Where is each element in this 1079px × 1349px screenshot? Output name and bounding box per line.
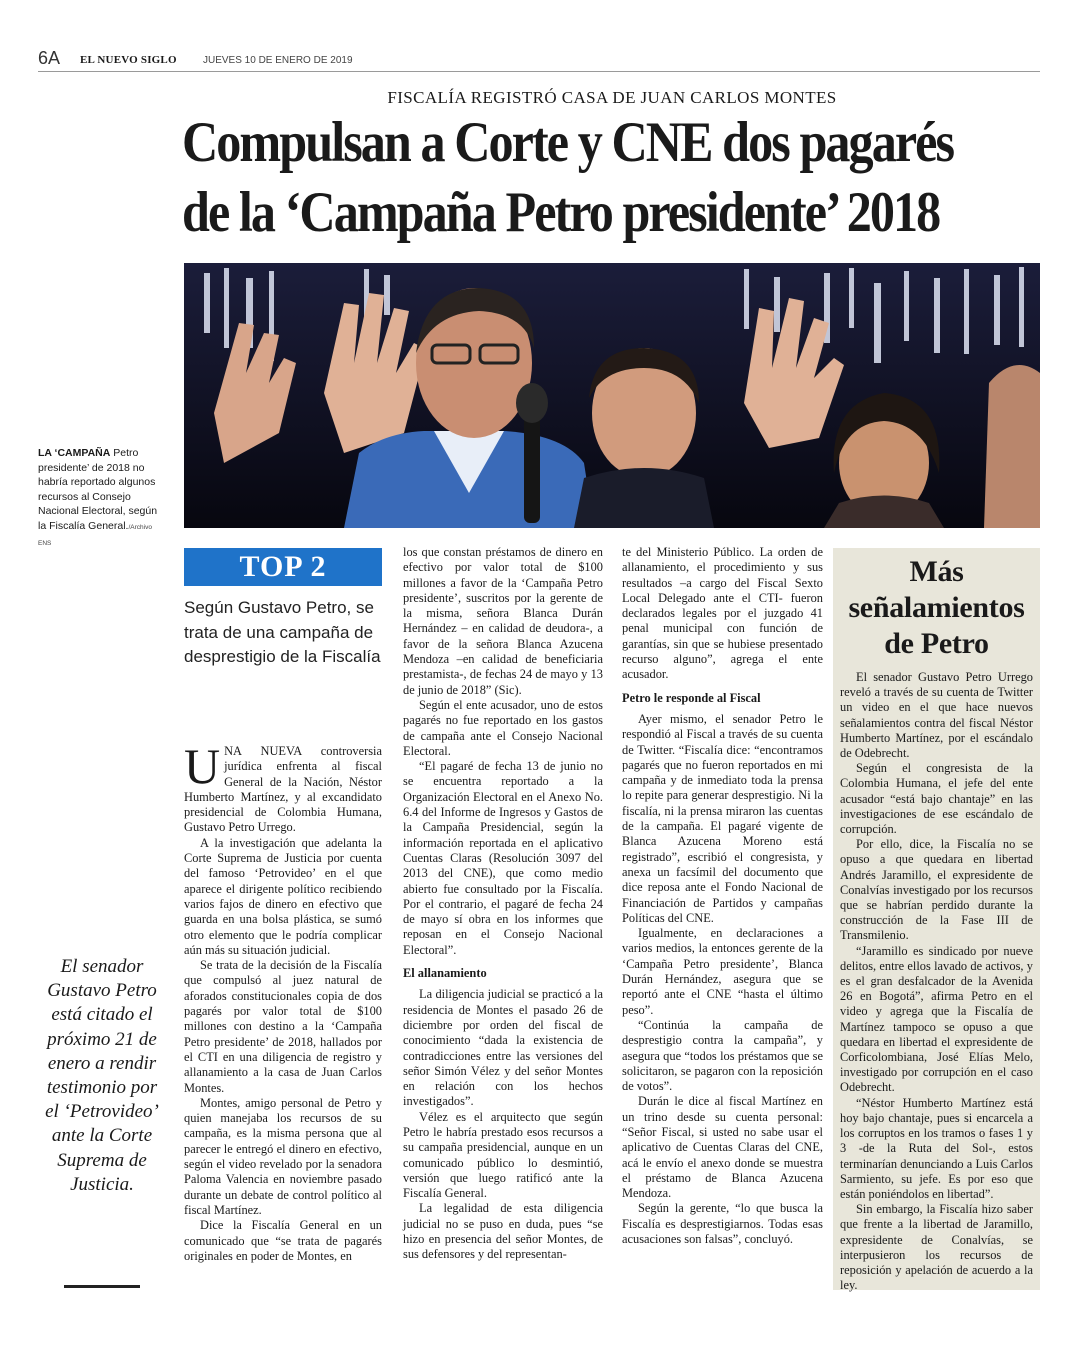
sidebar-box	[833, 548, 1040, 1293]
article-column-1	[184, 738, 382, 1264]
article-paragraph: “El pagaré de fecha 13 de junio no se encuentra reportado a la Organización Electoral en el Anexo No. 6.4 del Informe de Ingresos y Gastos de la Campaña Presidencial, según la información reportada en el aplicativo Cuentas Claras (Resolución 3097 del 2013 del CNE), que como medio abierto fue consultado por la Fiscalía. Por el contrario, el pagaré de fecha 24 de mayo sí obra en los informes que reposan en el Consejo Nacional Electoral”.	[403, 759, 603, 957]
article-column-2	[403, 545, 603, 1263]
newspaper-name: EL NUEVO SIGLO	[80, 54, 177, 66]
article-paragraph: Montes, amigo personal de Petro y quien manejaba los recursos de su campaña, es la misma persona que al parecer le entregó el dinero en efectivo, según el video revelado por la senadora Paloma Valencia en noviembre pasado durante un debate de control político al fiscal Martínez.	[184, 1095, 382, 1217]
sidebar-paragraph: Por ello, dice, la Fiscalía no se opuso a que quedara en libertad Andrés Jaramillo, el expresidente de Conalvías investigado por los recursos que se habrían perdido durante la construcción de la Fase III de Transmilenio.	[840, 837, 1033, 943]
article-paragraph: Se trata de la decisión de la Fiscalía que compulsó al juez natural de aforados constitucionales copia de dos pagarés por valor total de $100 millones con destino a la ‘Campaña Petro presidente’ de 2018, hallados por el CTI en una diligencia de registro y allanamiento a la casa de Juan Carlos Montes.	[184, 958, 382, 1095]
sidebar-paragraph: “Jaramillo es sindicado por nueve delitos, entre ellos lavado de activos, y es el gran desfalcador de la Avenida 26 en Bogotá”, afirma Petro en el video y agrega que la Fiscalía de Martínez tampoco se opuso a que quedara en libertad el expresidente de Corficolombiana, José Elías Melo, investigado por corrupción en el caso Odebrecht.	[840, 943, 1033, 1095]
article-paragraph: Igualmente, en declaraciones a varios medios, la entonces gerente de la ‘Campaña Petro presidente’, Blanca Durán Hernández, asegura que se reportó ante el CNE “hasta el último peso”.	[622, 926, 823, 1017]
headline-line-2: de la ‘Campaña Petro presidente’ 2018	[182, 181, 940, 244]
sidebar-paragraph: El senador Gustavo Petro Urrego reveló a través de su cuenta de Twitter un video en el que hace nuevos señalamientos contra del fiscal Néstor Humberto Martínez, por el escándalo de Odebrecht.	[840, 670, 1033, 761]
page-header	[38, 48, 1040, 72]
article-paragraph: A la investigación que adelanta la Corte Suprema de Justicia por cuenta del famoso ‘Petrovideo’ en el que aparece el dirigente político recibiendo varios fajos de dinero en efectivo que guarda en una bolsa plástica, se sumó otro elemento que le podría complicar aún más su situación judicial.	[184, 835, 382, 957]
article-paragraph: Ayer mismo, el senador Petro le respondió al Fiscal a través de su cuenta de Twitter. “Fiscalía dice: “encontramos pagarés que no fueron reportados en mi campaña y de inmediato toda la prensa lo repite para generar desprestigio. Ni la fiscalía, ni la prensa miraron las cuentas de la campaña. El pagaré vigente de Blanca Azucena Moreno está registrado”, escribió el congresista, y anexa un facsímil del documento que dice reposa ante el Fondo Nacional de Financiación de Partidos y campañas Políticas del CNE.	[622, 711, 823, 925]
top-badge: TOP 2	[184, 548, 382, 586]
headline-line-1: Compulsan a Corte y CNE dos pagarés	[182, 111, 954, 174]
headline-kicker: FISCALÍA REGISTRÓ CASA DE JUAN CARLOS MONTES	[387, 88, 837, 107]
page-number: 6A	[38, 48, 61, 68]
lead-paragraph-text: NA NUEVA controversia jurídica enfrenta al fiscal General de la Nación, Néstor Humberto Martínez, y al excandidato presidencial de Colombia Humana, Gustavo Petro Urrego.	[184, 744, 382, 835]
sidebar-paragraph: “Néstor Humberto Martínez está hoy bajo chantaje, pues si encarcela a los corruptos en los tramos o fases 1 y 3 -de la Ruta del Sol-, estos terminarían denunciando a Luis Carlos Sarmiento, su jefe. Es por eso que están poniéndolos en libertad”.	[840, 1095, 1033, 1201]
pull-quote-rule	[64, 1285, 140, 1288]
caption-text: Petro presidente’ de 2018 no habría reportado algunos recursos al Consejo Nacional Electoral, según la Fiscalía General.	[38, 447, 158, 532]
article-column-3	[622, 545, 823, 1247]
sidebar-paragraph: Sin embargo, la Fiscalía hizo saber que frente a la libertad de Jaramillo, expresidente de Conalvías, se interpusieron los recursos de reposición y apelación de acuerdo a la ley.	[840, 1202, 1033, 1293]
caption-lead: LA ‘CAMPAÑA	[38, 447, 111, 459]
news-photo	[184, 263, 1040, 528]
pull-quote: El senador Gustavo Petro está citado el próximo 21 de enero a rendir testimonio por el ‘Petrovideo’ ante la Corte Suprema de Justicia.	[45, 956, 159, 1195]
sidebar-title: Más señalamientos de Petro	[848, 555, 1025, 660]
issue-date: JUEVES 10 DE ENERO DE 2019	[203, 55, 353, 66]
top-summary: Según Gustavo Petro, se trata de una campaña de desprestigio de la Fiscalía	[184, 598, 381, 666]
photo-credit: /Archivo ENS	[38, 523, 152, 547]
headline	[182, 108, 954, 248]
article-paragraph: Vélez es el arquitecto que según Petro le habría prestado esos recursos a su campaña presidencial, aunque en un comunicado público lo desmintió, versión que luego ratificó ante la Fiscalía General.	[403, 1109, 603, 1201]
article-paragraph: los que constan préstamos de dinero en efectivo por valor total de $100 millones a favor de la ‘Campaña Petro presidente’, suscritos por la gerente de la misma, señora Blanca Durán Hernández – en calidad de deudora-, a favor de la señora Blanca Azucena Mendoza –en calidad de beneficiaria prestamista-, de fechas 24 de mayo y 13 de junio de 2018” (Sic).	[403, 545, 603, 697]
article-paragraph	[184, 738, 382, 836]
sidebar-body	[840, 670, 1033, 1293]
subheading-petro-responde: Petro le responde al Fiscal	[622, 690, 761, 705]
article-paragraph: te del Ministerio Público. La orden de allanamiento, el procedimiento y sus resultados –a cargo del Fiscal Sexto Local Delegado ante el CTI- fueron declarados legales por el juzgado 41 penal municipal con función de garantías, sin que se hubiese presentado recurso alguno”, agrega el ente acusador.	[622, 545, 823, 682]
article-paragraph: Dice la Fiscalía General en un comunicado que “se trata de pagarés originales en poder de Montes, en	[184, 1218, 382, 1263]
sidebar-paragraph: Según el congresista de la Colombia Humana, el jefe del ente acusador “está bajo chantaje” en las investigaciones de ese escándalo de corrupción.	[840, 761, 1033, 837]
article-paragraph: Según el ente acusador, uno de estos pagarés no fue reportado en los gastos de campaña ante el Consejo Nacional Electoral.	[403, 697, 603, 758]
rally-photo-illustration	[184, 263, 1040, 528]
article-paragraph: La legalidad de esta diligencia judicial no se puso en duda, pues “se hizo en presencia del señor Montes, de sus defensores y del representan-	[403, 1201, 603, 1262]
article-paragraph: “Continúa la campaña de desprestigio contra la campaña”, y asegura que “todos los préstamos que se solicitaron, se pagaron con la reposición de votos”.	[622, 1017, 823, 1094]
photo-caption	[38, 446, 166, 552]
article-paragraph: Durán le dice al fiscal Martínez en un trino desde su cuenta personal: “Señor Fiscal, si usted no sabe usar el aplicativo de Cuentas Claras del CNE, acá le envío el anexo donde se muestra el préstamo de Blanca Azucena Mendoza.	[622, 1094, 823, 1201]
article-paragraph: La diligencia judicial se practicó a la residencia de Montes el pasado 26 de diciembre por orden del fiscal de conocimiento “dada la existencia de contradicciones entre las versiones del señor Simón Vélez y del señor Montes en relación con los hechos investigados”.	[403, 987, 603, 1109]
article-paragraph: Según la gerente, “lo que busca la Fiscalía es desprestigiarnos. Todas esas acusaciones son falsas”, concluyó.	[622, 1201, 823, 1247]
subheading-allanamiento: El allanamiento	[403, 966, 487, 981]
drop-cap: U	[184, 738, 221, 794]
